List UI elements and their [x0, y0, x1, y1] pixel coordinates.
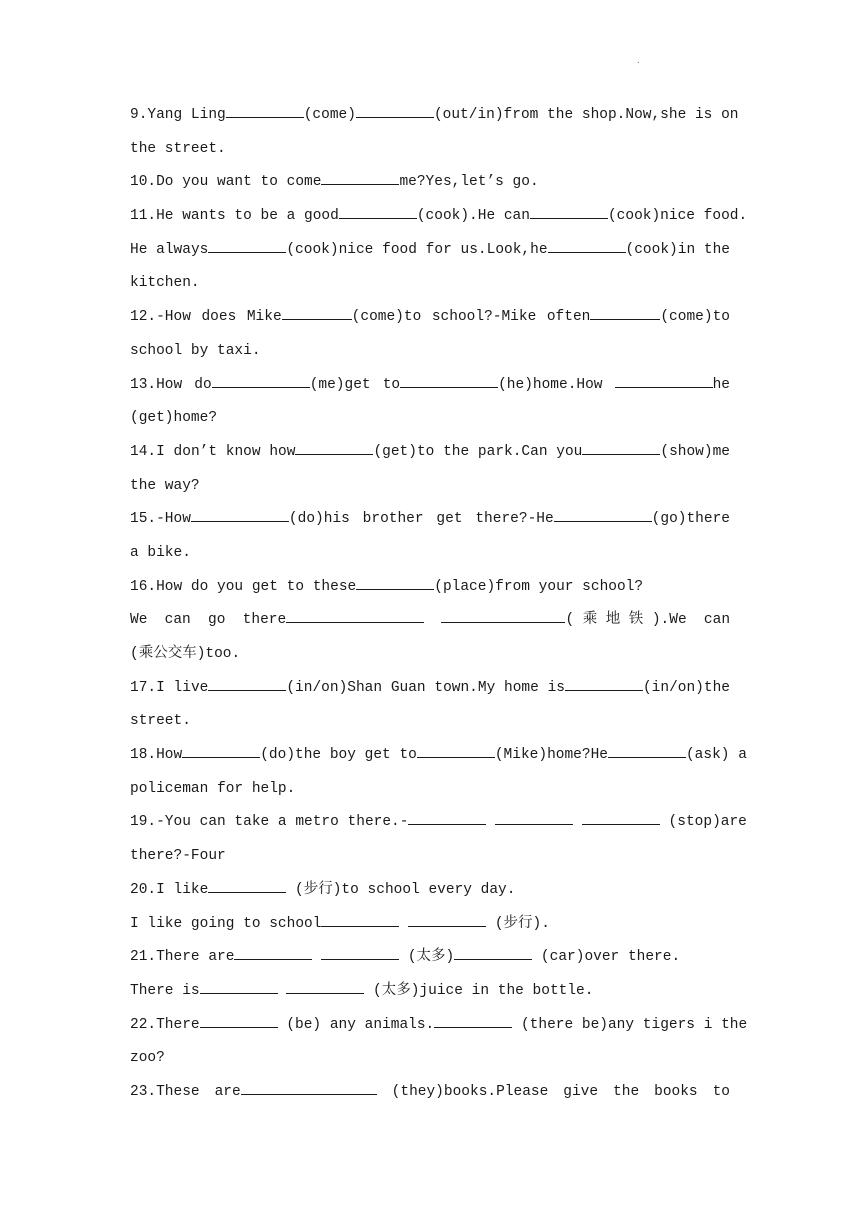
line-text: (乘地铁).We can: [565, 612, 731, 629]
line-text: (cook)nice food for us.Look,he: [286, 241, 548, 258]
line-text: street.: [130, 713, 191, 730]
line-text: (get)home?: [130, 410, 218, 427]
worksheet-line: [130, 705, 730, 739]
line-text: (cook)in the: [625, 241, 730, 258]
answer-blank[interactable]: [234, 945, 312, 961]
answer-blank[interactable]: [282, 305, 352, 321]
line-text: [424, 612, 441, 628]
answer-blank[interactable]: [212, 372, 310, 388]
worksheet-line: [130, 638, 730, 672]
answer-blank[interactable]: [565, 675, 643, 691]
worksheet-line: [130, 503, 730, 537]
line-text: 15.-How: [130, 511, 191, 528]
line-text: (car)over there.: [532, 949, 681, 966]
line-text: me?Yes,let’s go.: [399, 174, 539, 191]
answer-blank[interactable]: [295, 439, 373, 455]
line-text: 19.-You can take a metro there.-: [130, 814, 409, 831]
answer-blank[interactable]: [200, 978, 278, 994]
line-text: he: [712, 376, 730, 393]
line-text: kitchen.: [130, 275, 200, 292]
line-text: (cook)nice food.: [607, 208, 748, 225]
line-text: zoo?: [130, 1050, 165, 1067]
answer-blank[interactable]: [286, 608, 424, 624]
line-text: 21.There are: [130, 949, 235, 966]
worksheet-line: [130, 200, 748, 234]
line-text: policeman for help.: [130, 780, 296, 797]
line-text: 10.Do you want to come: [130, 174, 322, 191]
line-text: (ask) a: [685, 747, 747, 764]
answer-blank[interactable]: [208, 675, 286, 691]
worksheet-line: [130, 672, 730, 706]
line-text: We can go there: [130, 612, 287, 629]
answer-blank[interactable]: [191, 507, 289, 523]
line-text: there?-Four: [130, 848, 226, 865]
answer-blank[interactable]: [182, 743, 260, 759]
worksheet-line: [130, 166, 730, 200]
line-text: (show)me: [660, 443, 730, 460]
line-text: 20.I like: [130, 881, 209, 898]
answer-blank[interactable]: [582, 439, 660, 455]
answer-blank[interactable]: [417, 743, 495, 759]
answer-blank[interactable]: [241, 1079, 377, 1095]
line-text: (come)to: [660, 309, 730, 326]
answer-blank[interactable]: [582, 810, 660, 826]
line-text: [486, 814, 495, 830]
line-text: (they)books.Please give the books to: [376, 1083, 731, 1100]
worksheet-line: [130, 1042, 730, 1076]
answer-blank[interactable]: [615, 372, 713, 388]
answer-blank[interactable]: [408, 810, 486, 826]
worksheet-line: [130, 840, 730, 874]
answer-blank[interactable]: [608, 743, 686, 759]
line-text: a bike.: [130, 544, 191, 561]
worksheet-line: [130, 436, 730, 470]
line-text: 22.There: [130, 1016, 200, 1033]
line-text: the way?: [130, 477, 200, 494]
answer-blank[interactable]: [286, 978, 364, 994]
line-text: (get)to the park.Can you: [373, 443, 583, 460]
worksheet-line: [130, 806, 747, 840]
line-text: (stop)are: [659, 814, 747, 831]
line-text: (me)get to: [309, 376, 401, 393]
worksheet-line: [130, 267, 730, 301]
worksheet-line: [130, 99, 739, 133]
worksheet-line: [130, 133, 730, 167]
worksheet-line: [130, 908, 730, 942]
line-text: He always: [130, 241, 209, 258]
line-text: 17.I live: [130, 679, 209, 696]
line-text: (步行).: [486, 915, 550, 932]
worksheet-line: [130, 301, 730, 335]
worksheet-line: [130, 604, 730, 638]
line-text: [312, 949, 321, 965]
line-text: (he)home.How: [498, 376, 615, 393]
worksheet-line: [130, 335, 730, 369]
line-text: (do)the boy get to: [260, 747, 417, 764]
answer-blank[interactable]: [226, 103, 304, 119]
line-text: (cook).He can: [416, 208, 530, 225]
line-text: [278, 983, 287, 999]
line-text: (come)to school?-Mike often: [351, 309, 591, 326]
line-text: (go)there: [651, 511, 730, 528]
line-text: (in/on)the: [642, 679, 730, 696]
answer-blank[interactable]: [208, 877, 286, 893]
line-text: (乘公交车)too.: [130, 646, 241, 662]
answer-blank[interactable]: [441, 608, 565, 624]
worksheet-page: [130, 99, 748, 1110]
answer-blank[interactable]: [530, 204, 608, 220]
line-text: (there be)any tigers i the: [512, 1016, 748, 1033]
answer-blank[interactable]: [208, 237, 286, 253]
worksheet-line: [130, 941, 730, 975]
answer-blank[interactable]: [454, 945, 532, 961]
worksheet-line: [130, 369, 730, 403]
worksheet-line: [130, 874, 730, 908]
answer-blank[interactable]: [356, 574, 434, 590]
worksheet-line: [130, 537, 730, 571]
worksheet-line: [130, 470, 730, 504]
answer-blank[interactable]: [408, 911, 486, 927]
worksheet-line: [130, 1009, 748, 1043]
line-text: 9.Yang Ling: [130, 107, 226, 123]
line-text: (Mike)home?He: [494, 747, 608, 764]
line-text: school by taxi.: [130, 342, 261, 359]
line-text: 14.I don’t know how: [130, 443, 296, 460]
page-header-mark: .: [636, 56, 641, 65]
line-text: (place)from your school?: [434, 578, 644, 595]
answer-blank[interactable]: [339, 204, 417, 220]
worksheet-line: [130, 975, 730, 1009]
line-text: [399, 916, 408, 932]
worksheet-line: [130, 571, 730, 605]
line-text: 11.He wants to be a good: [130, 208, 339, 225]
line-text: (out/in)from the shop.Now,she is on: [433, 107, 739, 123]
line-text: 12.-How does Mike: [130, 309, 282, 326]
worksheet-line: [130, 1076, 730, 1110]
line-text: 18.How: [130, 747, 183, 764]
line-text: (步行)to school every day.: [286, 881, 516, 898]
line-text: (come): [303, 107, 356, 123]
worksheet-line: [130, 234, 730, 268]
answer-blank[interactable]: [321, 911, 399, 927]
worksheet-line: [130, 773, 730, 807]
line-text: 16.How do you get to these: [130, 578, 357, 595]
answer-blank[interactable]: [400, 372, 498, 388]
line-text: the street.: [130, 140, 226, 157]
line-text: (do)his brother get there?-He: [288, 511, 554, 528]
answer-blank[interactable]: [554, 507, 652, 523]
line-text: There is: [130, 982, 200, 999]
worksheet-line: [130, 402, 730, 436]
line-text: (in/on)Shan Guan town.My home is: [286, 679, 565, 696]
line-text: [573, 814, 582, 830]
answer-blank[interactable]: [321, 170, 399, 186]
line-text: 23.These are: [130, 1083, 241, 1100]
line-text: (be) any animals.: [277, 1016, 435, 1033]
answer-blank[interactable]: [321, 945, 399, 961]
answer-blank[interactable]: [200, 1012, 278, 1028]
line-text: (太多): [399, 949, 455, 966]
answer-blank[interactable]: [356, 103, 434, 119]
answer-blank[interactable]: [548, 237, 626, 253]
answer-blank[interactable]: [434, 1012, 512, 1028]
answer-blank[interactable]: [590, 305, 660, 321]
worksheet-line: [130, 739, 747, 773]
line-text: 13.How do: [130, 376, 212, 393]
line-text: (太多)juice in the bottle.: [364, 982, 594, 999]
line-text: I like going to school: [130, 915, 322, 932]
answer-blank[interactable]: [495, 810, 573, 826]
